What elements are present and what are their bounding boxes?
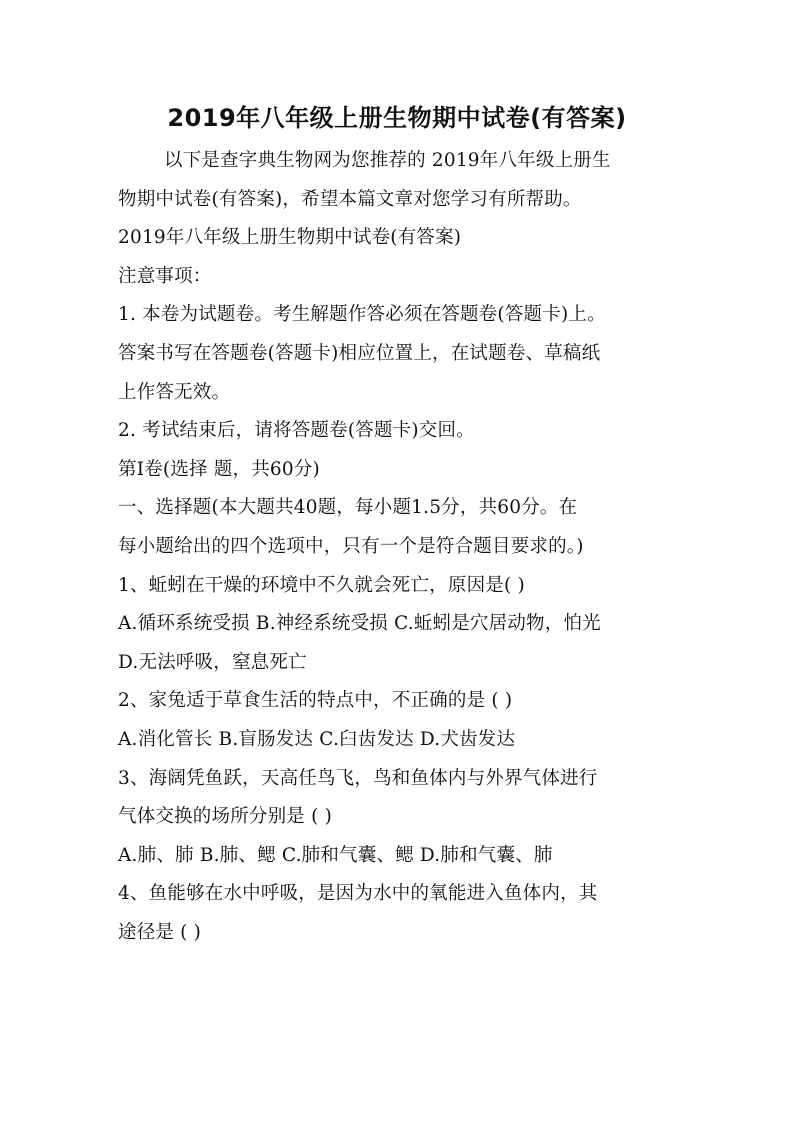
question-2: 2、家兔适于草食生活的特点中，不正确的是 ( ) bbox=[118, 690, 513, 712]
question-4-line-2: 途径是 ( ) bbox=[118, 921, 202, 943]
section-heading: 第Ⅰ卷(选择 题，共60分) bbox=[118, 458, 320, 480]
question-1: 1、蚯蚓在干燥的环境中不久就会死亡，原因是( ) bbox=[118, 574, 525, 596]
subtitle-line: 2019年八年级上册生物期中试卷(有答案) bbox=[118, 227, 462, 249]
notice-item-1-line-2: 答案书写在答题卷(答题卡)相应位置上，在试题卷、草稿纸 bbox=[118, 342, 601, 364]
part-instructions-line-1: 一、选择题(本大题共40题，每小题1.5分，共60分。在 bbox=[118, 497, 578, 519]
question-2-options: A.消化管长 B.盲肠发达 C.臼齿发达 D.犬齿发达 bbox=[118, 728, 516, 750]
question-3-line-2: 气体交换的场所分别是 ( ) bbox=[118, 806, 332, 828]
notice-item-1-line-3: 上作答无效。 bbox=[118, 381, 231, 403]
question-3-line-1: 3、海阔凭鱼跃，天高任鸟飞，鸟和鱼体内与外界气体进行 bbox=[118, 767, 598, 789]
question-1-options-line-1: A.循环系统受损 B.神经系统受损 C.蚯蚓是穴居动物，怕光 bbox=[118, 613, 601, 635]
notice-heading: 注意事项： bbox=[118, 265, 212, 287]
document-body bbox=[118, 142, 678, 952]
notice-item-2: 2. 考试结束后，请将答题卷(答题卡)交回。 bbox=[118, 420, 475, 442]
notice-item-1-line-1: 1. 本卷为试题卷。考生解题作答必须在答题卷(答题卡)上。 bbox=[118, 304, 606, 326]
question-4-line-1: 4、鱼能够在水中呼吸，是因为水中的氧能进入鱼体内，其 bbox=[118, 883, 598, 905]
question-1-options-line-2: D.无法呼吸，窒息死亡 bbox=[118, 651, 307, 673]
intro-line-1: 以下是查字典生物网为您推荐的 2019年八年级上册生 bbox=[164, 150, 611, 171]
document-title: 2019年八年级上册生物期中试卷(有答案) bbox=[167, 104, 627, 132]
intro-line-2: 物期中试卷(有答案)，希望本篇文章对您学习有所帮助。 bbox=[118, 188, 582, 210]
question-3-options: A.肺、肺 B.肺、鳃 C.肺和气囊、鳃 D.肺和气囊、肺 bbox=[118, 844, 553, 866]
part-instructions-line-2: 每小题给出的四个选项中，只有一个是符合题目要求的。) bbox=[118, 535, 584, 557]
